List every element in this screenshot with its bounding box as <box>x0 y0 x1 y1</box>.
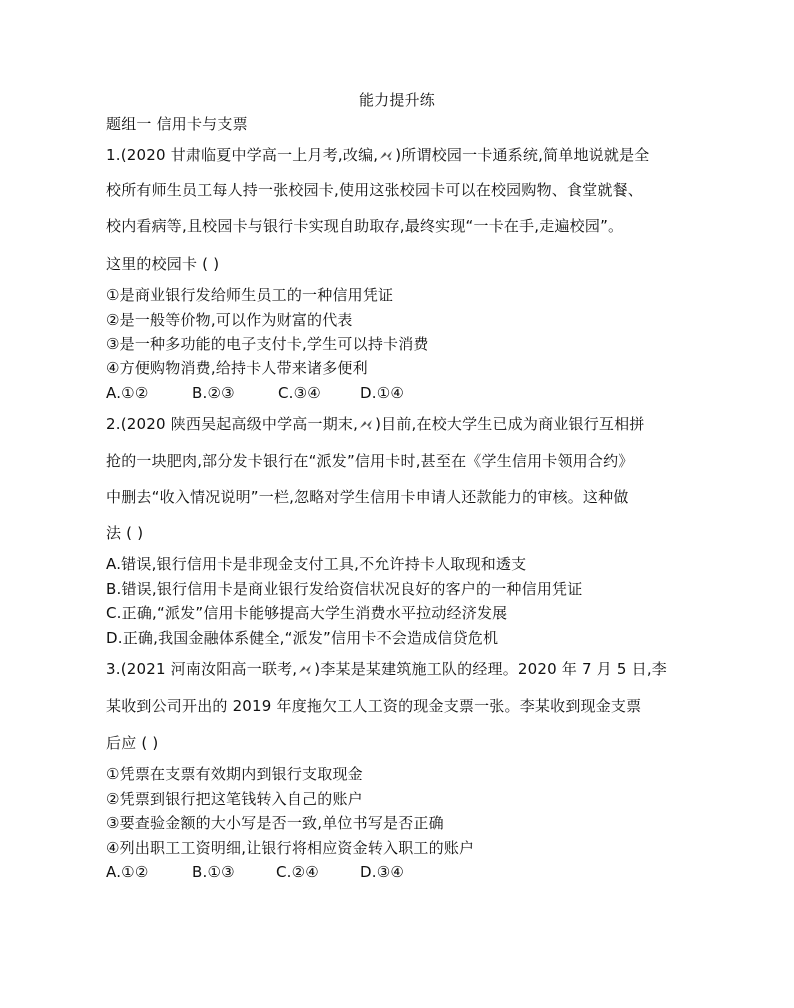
q1-line-3: 校内看病等,且校园卡与银行卡实现自助取存,最终实现“一卡在手,走遍校园”。 <box>106 217 624 235</box>
q3-option-d: D.③④ <box>360 863 405 881</box>
q1-statement-2: ②是一般等价物,可以作为财富的代表 <box>106 311 353 329</box>
q3-statement-3: ③要查验金额的大小写是否一致,单位书写是否正确 <box>106 814 444 832</box>
q1-stem-part-2: )所谓校园一卡通系统,简单地说就是全 <box>395 146 650 164</box>
q1-option-c: C.③④ <box>278 384 321 402</box>
q3-statement-4: ④列出职工工资明细,让银行将相应资金转入职工的账户 <box>106 839 475 857</box>
q3-options <box>106 862 404 882</box>
q3-stem-part-1: 3.(2021 河南汝阳高一联考, <box>106 660 298 678</box>
difficulty-star-icon <box>298 664 313 675</box>
q2-stem-part-2: )目前,在校大学生已成为商业银行互相拼 <box>375 415 645 433</box>
section-heading: 题组一 信用卡与支票 <box>106 115 248 133</box>
q1-line-4: 这里的校园卡 ( ) <box>106 255 220 273</box>
q2-option-a: A.错误,银行信用卡是非现金支付工具,不允许持卡人取现和透支 <box>106 555 527 573</box>
q2-line-2: 抢的一块肥肉,部分发卡银行在“派发”信用卡时,甚至在《学生信用卡领用合约》 <box>106 452 634 470</box>
q3-statement-2: ②凭票到银行把这笔钱转入自己的账户 <box>106 790 363 808</box>
q3-stem-part-2: )李某是某建筑施工队的经理。2020 年 7 月 5 日,李 <box>314 660 668 678</box>
q3-line-1 <box>106 659 667 679</box>
q3-option-a: A.①② <box>106 863 149 881</box>
q1-statement-3: ③是一种多功能的电子支付卡,学生可以持卡消费 <box>106 335 429 353</box>
q1-line-1 <box>106 145 649 165</box>
q3-option-b: B.①③ <box>192 863 235 881</box>
q3-line-3: 后应 ( ) <box>106 734 159 752</box>
q1-line-2: 校所有师生员工每人持一张校园卡,使用这张校园卡可以在校园购物、食堂就餐、 <box>106 181 643 199</box>
q1-options <box>106 383 404 403</box>
difficulty-star-icon <box>359 419 374 430</box>
page-title: 能力提升练 <box>358 91 435 109</box>
q1-statement-1: ①是商业银行发给师生员工的一种信用凭证 <box>106 286 394 304</box>
q1-statement-4: ④方便购物消费,给持卡人带来诸多便利 <box>106 359 368 377</box>
q3-line-2: 某收到公司开出的 2019 年度拖欠工人工资的现金支票一张。李某收到现金支票 <box>106 697 642 715</box>
q3-statement-1: ①凭票在支票有效期内到银行支取现金 <box>106 765 363 783</box>
q2-line-4: 法 ( ) <box>106 524 144 542</box>
difficulty-star-icon <box>379 150 394 161</box>
q2-option-b: B.错误,银行信用卡是商业银行发给资信状况良好的客户的一种信用凭证 <box>106 580 583 598</box>
q1-stem-part-1: 1.(2020 甘肃临夏中学高一上月考,改编, <box>106 146 379 164</box>
q2-stem-part-1: 2.(2020 陕西吴起高级中学高一期末, <box>106 415 359 433</box>
q2-option-d: D.正确,我国金融体系健全,“派发”信用卡不会造成信贷危机 <box>106 629 499 647</box>
q2-line-1 <box>106 414 645 434</box>
q2-option-c: C.正确,“派发”信用卡能够提高大学生消费水平拉动经济发展 <box>106 604 508 622</box>
q2-line-3: 中删去“收入情况说明”一栏,忽略对学生信用卡申请人还款能力的审核。这种做 <box>106 488 629 506</box>
q1-option-d: D.①④ <box>360 384 405 402</box>
q3-option-c: C.②④ <box>276 863 319 881</box>
q1-option-b: B.②③ <box>192 384 235 402</box>
q1-option-a: A.①② <box>106 384 149 402</box>
